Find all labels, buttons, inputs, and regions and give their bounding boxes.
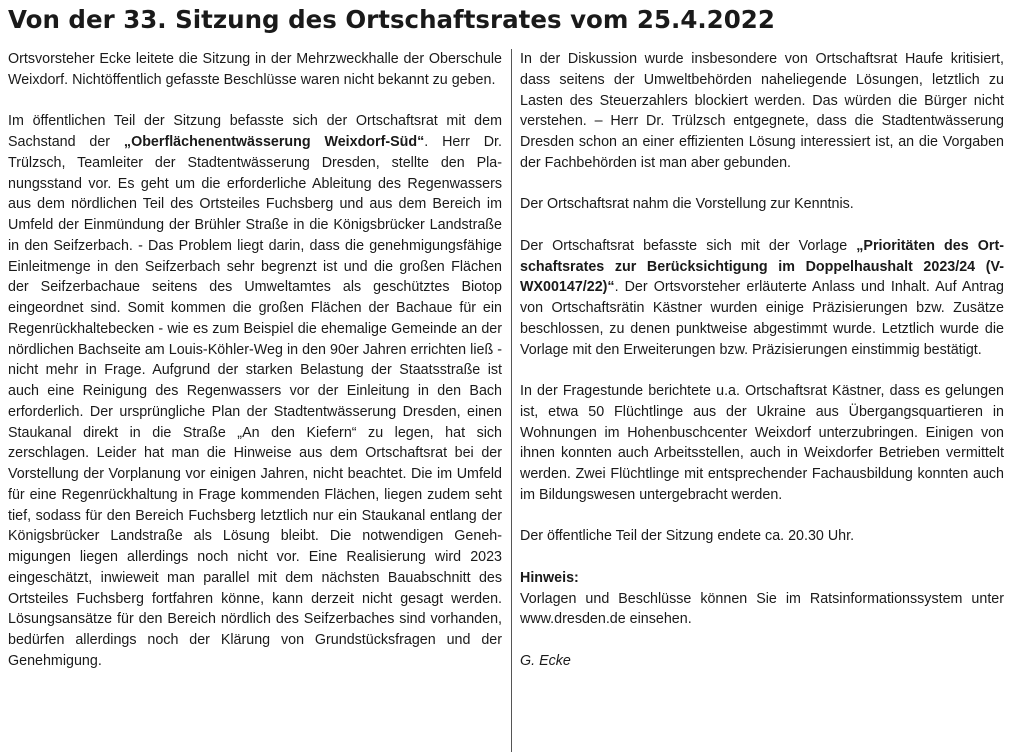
paragraph-acknowledged: Der Ortschaftsrat nahm die Vorstellung zur Kenntnis.: [520, 196, 854, 213]
paragraph-drainage: [8, 111, 502, 671]
signature: G. Ecke: [520, 652, 571, 669]
paragraph-opening: Ortsvorsteher Ecke leitete die Sitzung in der Mehrzweckhalle der Oberschule Weixdorf. Nichtöffentlich gefasste Beschlüsse waren nicht bekannt zu geben.: [8, 51, 502, 88]
hint-label: Hinweis:: [520, 569, 579, 586]
left-column: [8, 49, 502, 752]
column-divider: [511, 49, 512, 752]
paragraph-question-time: In der Fragestunde berichtete u.a. Ortschaftsrat Kästner, dass es gelungen ist, etwa 50 Flüchtlinge aus der Ukraine aus Übergangsquartieren in Wohnungen im Hohenbuschcenter Weixdorf unterzubringen. Einigen von ihnen konnten auch Arbeitsstellen, auch in Weixdorfer Betrieben vermittelt werden. Zwei Flüchtlinge mit entsprechender Fachausbildung konnten auch im Bildungswesen untergebracht werden.: [520, 383, 1004, 503]
paragraph-discussion: In der Diskussion wurde insbesondere von Ortschaftsrat Haufe kritisiert, dass seitens der Umweltbehörden naheliegende Lösungen, letztlich zu Lasten des Steuerzahlers blockiert werden. Das würden die Bürger nicht verstehen. – Herr Dr. Trülzsch entgegnete, dass die Stadtentwässerung Dresden schon an einer effizienten Lösung interessiert ist, an die Vorgaben der Fachbehörden ist man aber gebunden.: [520, 51, 1004, 171]
article-title: Von der 33. Sitzung des Ortschaftsrates vom 25.4.2022: [8, 5, 775, 34]
paragraph-drainage-intro: Im öffentlichen Teil der Sitzung befasste sich der Ortschaftsrat mit dem Sachstand der: [8, 113, 502, 150]
hint-text: Vorlagen und Beschlüsse können Sie im Ratsinformationssystem unter www.dresden.de einsehen.: [520, 590, 1004, 628]
hint-block: [520, 568, 1004, 630]
topic-drainage: „Oberflächenentwässerung Weixdorf-Süd“: [123, 134, 425, 150]
paragraph-budget-intro: Der Ortschaftsrat befasste sich mit der Vorlage: [520, 237, 857, 254]
paragraph-budget: [520, 236, 1004, 361]
right-column: [520, 49, 1004, 752]
topic-budget: „Prioritäten des Ortschaftsrates zur Berücksichtigung im Doppelhaushalt 2023/24 (V-WX00147/22)“: [520, 237, 1004, 296]
paragraph-budget-body: . Der Ortsvorsteher erläuterte Anlass und Inhalt. Auf Antrag von Ortschaftsrätin Kästner wurden einige Präzisierungen bzw. Zusätze beschlossen, zu denen punktweise abgestimmt wurde. Letztlich wurde die Vorlage mit den Erweiterungen bzw. Präzisierungen einstimmig bestätigt.: [520, 279, 1004, 358]
paragraph-drainage-body: . Herr Dr. Trülzsch, Teamleiter der Stadtentwässerung Dresden, stellte den Planungsstand vor. Es geht um die erforderliche Ableitung des Regenwassers aus dem nördlichen Teil des Ortsteiles Fuchsberg und aus dem Bereich im Umfeld der Einmündung der Brühler Straße in die Königsbrücker Landstraße in den Seifzerbach. - Das Problem liegt darin, dass die genehmigungsfähige Einleitmenge in den Seifzerbach sehr begrenzt ist und die großen Flächen der Seifzerbachaue seitens des Umweltamtes als geschütztes Biotop eingeordnet sind. Somit kommen die großen Flächen der Bachaue für ein Regenrückhaltebecken - wie es zum Beispiel die ehemalige Gemeinde an der nördlichen Bachseite am Louis-Köhler-Weg in den 90er Jahren errichten ließ - nicht mehr in Frage. Aufgrund der starken Belastung der Staatsstraße ist auch eine Reinigung des Regenwassers vor der Einleitung in den Bach erforderlich. Der ursprüngliche Plan der Stadtentwässerung Dresden, einen Staukanal direkt in die Straße „An den Kiefern“ zu legen, hat sich zerschlagen. Leider hat man die Hinweise aus dem Ortschaftsrat bei der Vorstellung der Vorplanung vor einigen Jahren, nicht beachtet. Die im Umfeld für eine Regenrückhaltung in Frage kommenden Flächen, liegen zudem seht tief, sodass für den Bereich Fuchsberg letztlich nur ein Staukanal entlang der Königsbrücker Landstraße als Lösung bleibt. Die notwendigen Genehmigungen liegen allerdings noch nicht vor. Eine Realisierung wird 2023 eingeschätzt, inwieweit man parallel mit dem nächsten Bauabschnitt des Ortsteiles Fuchsberg fortfahren könne, kann derzeit nicht gesagt werden. Lösungsansätze für den Bereich nördlich des Seifzerbaches sind vorhanden, bedürfen allerdings noch der Klärung von Grundstücksfragen und der Genehmigung.: [8, 134, 503, 669]
paragraph-closing: Der öffentliche Teil der Sitzung endete ca. 20.30 Uhr.: [520, 528, 855, 545]
